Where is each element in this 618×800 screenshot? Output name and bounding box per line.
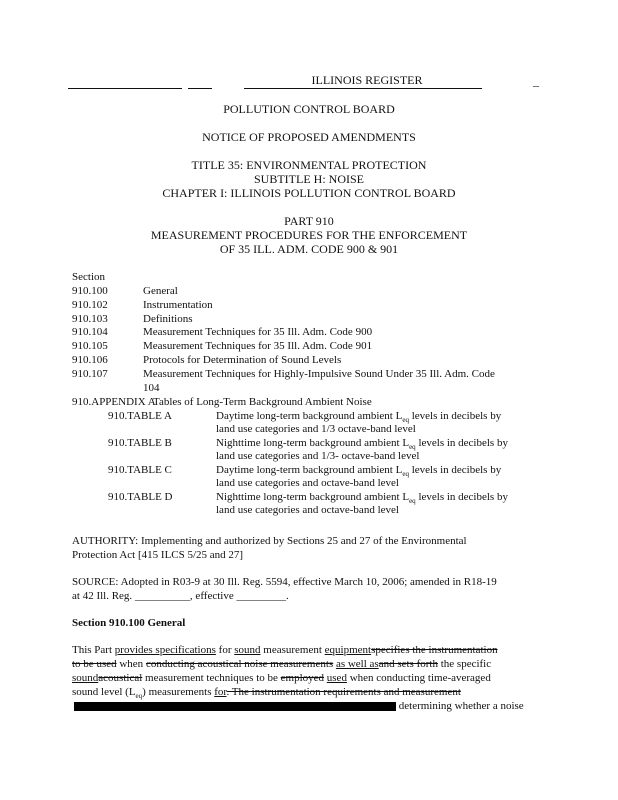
body-line-5: determining whether a noise: [74, 700, 524, 712]
deleted-text: . The instrumentation requirements and measurement: [226, 686, 461, 698]
header-rule-main: [244, 88, 482, 89]
deleted-text: specifies the instrumentation: [371, 644, 498, 656]
toc-code: 910.103: [72, 313, 108, 325]
toc-title: Instrumentation: [143, 299, 213, 311]
inserted-text: for: [214, 686, 227, 698]
toc-title-cont: 104: [143, 382, 160, 394]
part-name-line-1: MEASUREMENT PROCEDURES FOR THE ENFORCEMENT: [150, 228, 468, 242]
deleted-text: acoustical: [98, 672, 143, 684]
toc-code: 910.106: [72, 354, 108, 366]
table-desc-line-1: Daytime long-term background ambient $L_{eq}$ levels in decibels by: [216, 464, 502, 479]
body-line-4: sound level $(L_{eq})$ measurements for. The instrumentation requirements and measurement: [72, 686, 461, 701]
source-line-2: at 42 Ill. Reg. __________, effective _________.: [72, 590, 289, 602]
header-rule-mid: [188, 88, 212, 89]
table-desc-line-2: land use categories and 1/3 octave-band level: [216, 423, 416, 435]
table-code: 910.TABLE B: [108, 437, 172, 449]
toc-title: Measurement Techniques for 35 Ill. Adm. Code 900: [143, 326, 373, 338]
toc-title: General: [143, 285, 178, 297]
table-desc-line-1: Nighttime long-term background ambient $L_{eq}$ levels in decibels by: [216, 437, 508, 452]
inserted-text: provides specifications: [114, 644, 216, 656]
body-line-2: to be used when conducting acoustical noise measurements as well asand sets forth the specific: [72, 658, 492, 670]
body-line-1: This Part provides specifications for sound measurement equipmentspecifies the instrumentation: [72, 644, 498, 656]
table-desc-line-1: Nighttime long-term background ambient $L_{eq}$ levels in decibels by: [216, 491, 508, 506]
table-code: 910.TABLE C: [108, 464, 172, 476]
table-desc-line-2: land use categories and octave-band level: [216, 504, 399, 516]
part-number: PART 910: [284, 214, 334, 228]
section-heading: Section 910.100 General: [72, 617, 186, 629]
inserted-text: sound: [72, 672, 99, 684]
deleted-text: employed: [280, 672, 325, 684]
toc-title: Measurement Techniques for Highly-Impulsive Sound Under 35 Ill. Adm. Code: [143, 368, 495, 380]
table-code: 910.TABLE A: [108, 410, 172, 422]
toc-code: 910.105: [72, 340, 108, 352]
authority-line-1: AUTHORITY: Implementing and authorized by Sections 25 and 27 of the Environmental: [72, 535, 467, 547]
part-name-line-2: OF 35 ILL. ADM. CODE 900 & 901: [219, 242, 399, 256]
appendix-title: Tables of Long-Term Background Ambient Noise: [153, 396, 372, 408]
authority-line-2: Protection Act [415 ILCS 5/25 and 27]: [72, 549, 244, 561]
inserted-text: equipment: [324, 644, 372, 656]
subtitle-h: SUBTITLE H: NOISE: [254, 172, 364, 186]
toc-title: Measurement Techniques for 35 Ill. Adm. Code 901: [143, 340, 373, 352]
inserted-text: as well as: [335, 658, 379, 670]
toc-code: 910.102: [72, 299, 108, 311]
table-code: 910.TABLE D: [108, 491, 173, 503]
table-desc-line-1: Daytime long-term background ambient $L_{eq}$ levels in decibels by: [216, 410, 502, 425]
header-right-mark: _: [533, 74, 539, 88]
table-desc-line-2: land use categories and octave-band level: [216, 477, 399, 489]
title-35: TITLE 35: ENVIRONMENTAL PROTECTION: [191, 158, 427, 172]
redaction-bar: [74, 702, 396, 711]
toc-title: Definitions: [143, 313, 193, 325]
body-line-3: soundacoustical measurement techniques to be employed used when conducting time-averaged: [72, 672, 491, 684]
toc-code: 910.100: [72, 285, 108, 297]
source-line-1: SOURCE: Adopted in R03-9 at 30 Ill. Reg. 5594, effective March 10, 2006; amended in R18-19: [72, 576, 497, 588]
deleted-text: and sets forth: [378, 658, 438, 670]
inserted-text: used: [326, 672, 347, 684]
appendix-code: 910.APPENDIX A: [72, 396, 156, 408]
register-title: ILLINOIS REGISTER: [311, 73, 423, 87]
toc-title: Protocols for Determination of Sound Levels: [143, 354, 342, 366]
notice-title: NOTICE OF PROPOSED AMENDMENTS: [202, 130, 416, 144]
inserted-text: sound: [234, 644, 261, 656]
board-name: POLLUTION CONTROL BOARD: [223, 102, 395, 116]
toc-heading: Section: [72, 271, 105, 283]
chapter-title: CHAPTER I: ILLINOIS POLLUTION CONTROL BOARD: [162, 186, 456, 200]
toc-code: 910.104: [72, 326, 108, 338]
table-desc-line-2: land use categories and 1/3- octave-band level: [216, 450, 420, 462]
deleted-text: to be used: [72, 658, 117, 670]
deleted-text: conducting acoustical noise measurements: [145, 658, 334, 670]
header-rule-left: [68, 88, 182, 89]
toc-code: 910.107: [72, 368, 108, 380]
